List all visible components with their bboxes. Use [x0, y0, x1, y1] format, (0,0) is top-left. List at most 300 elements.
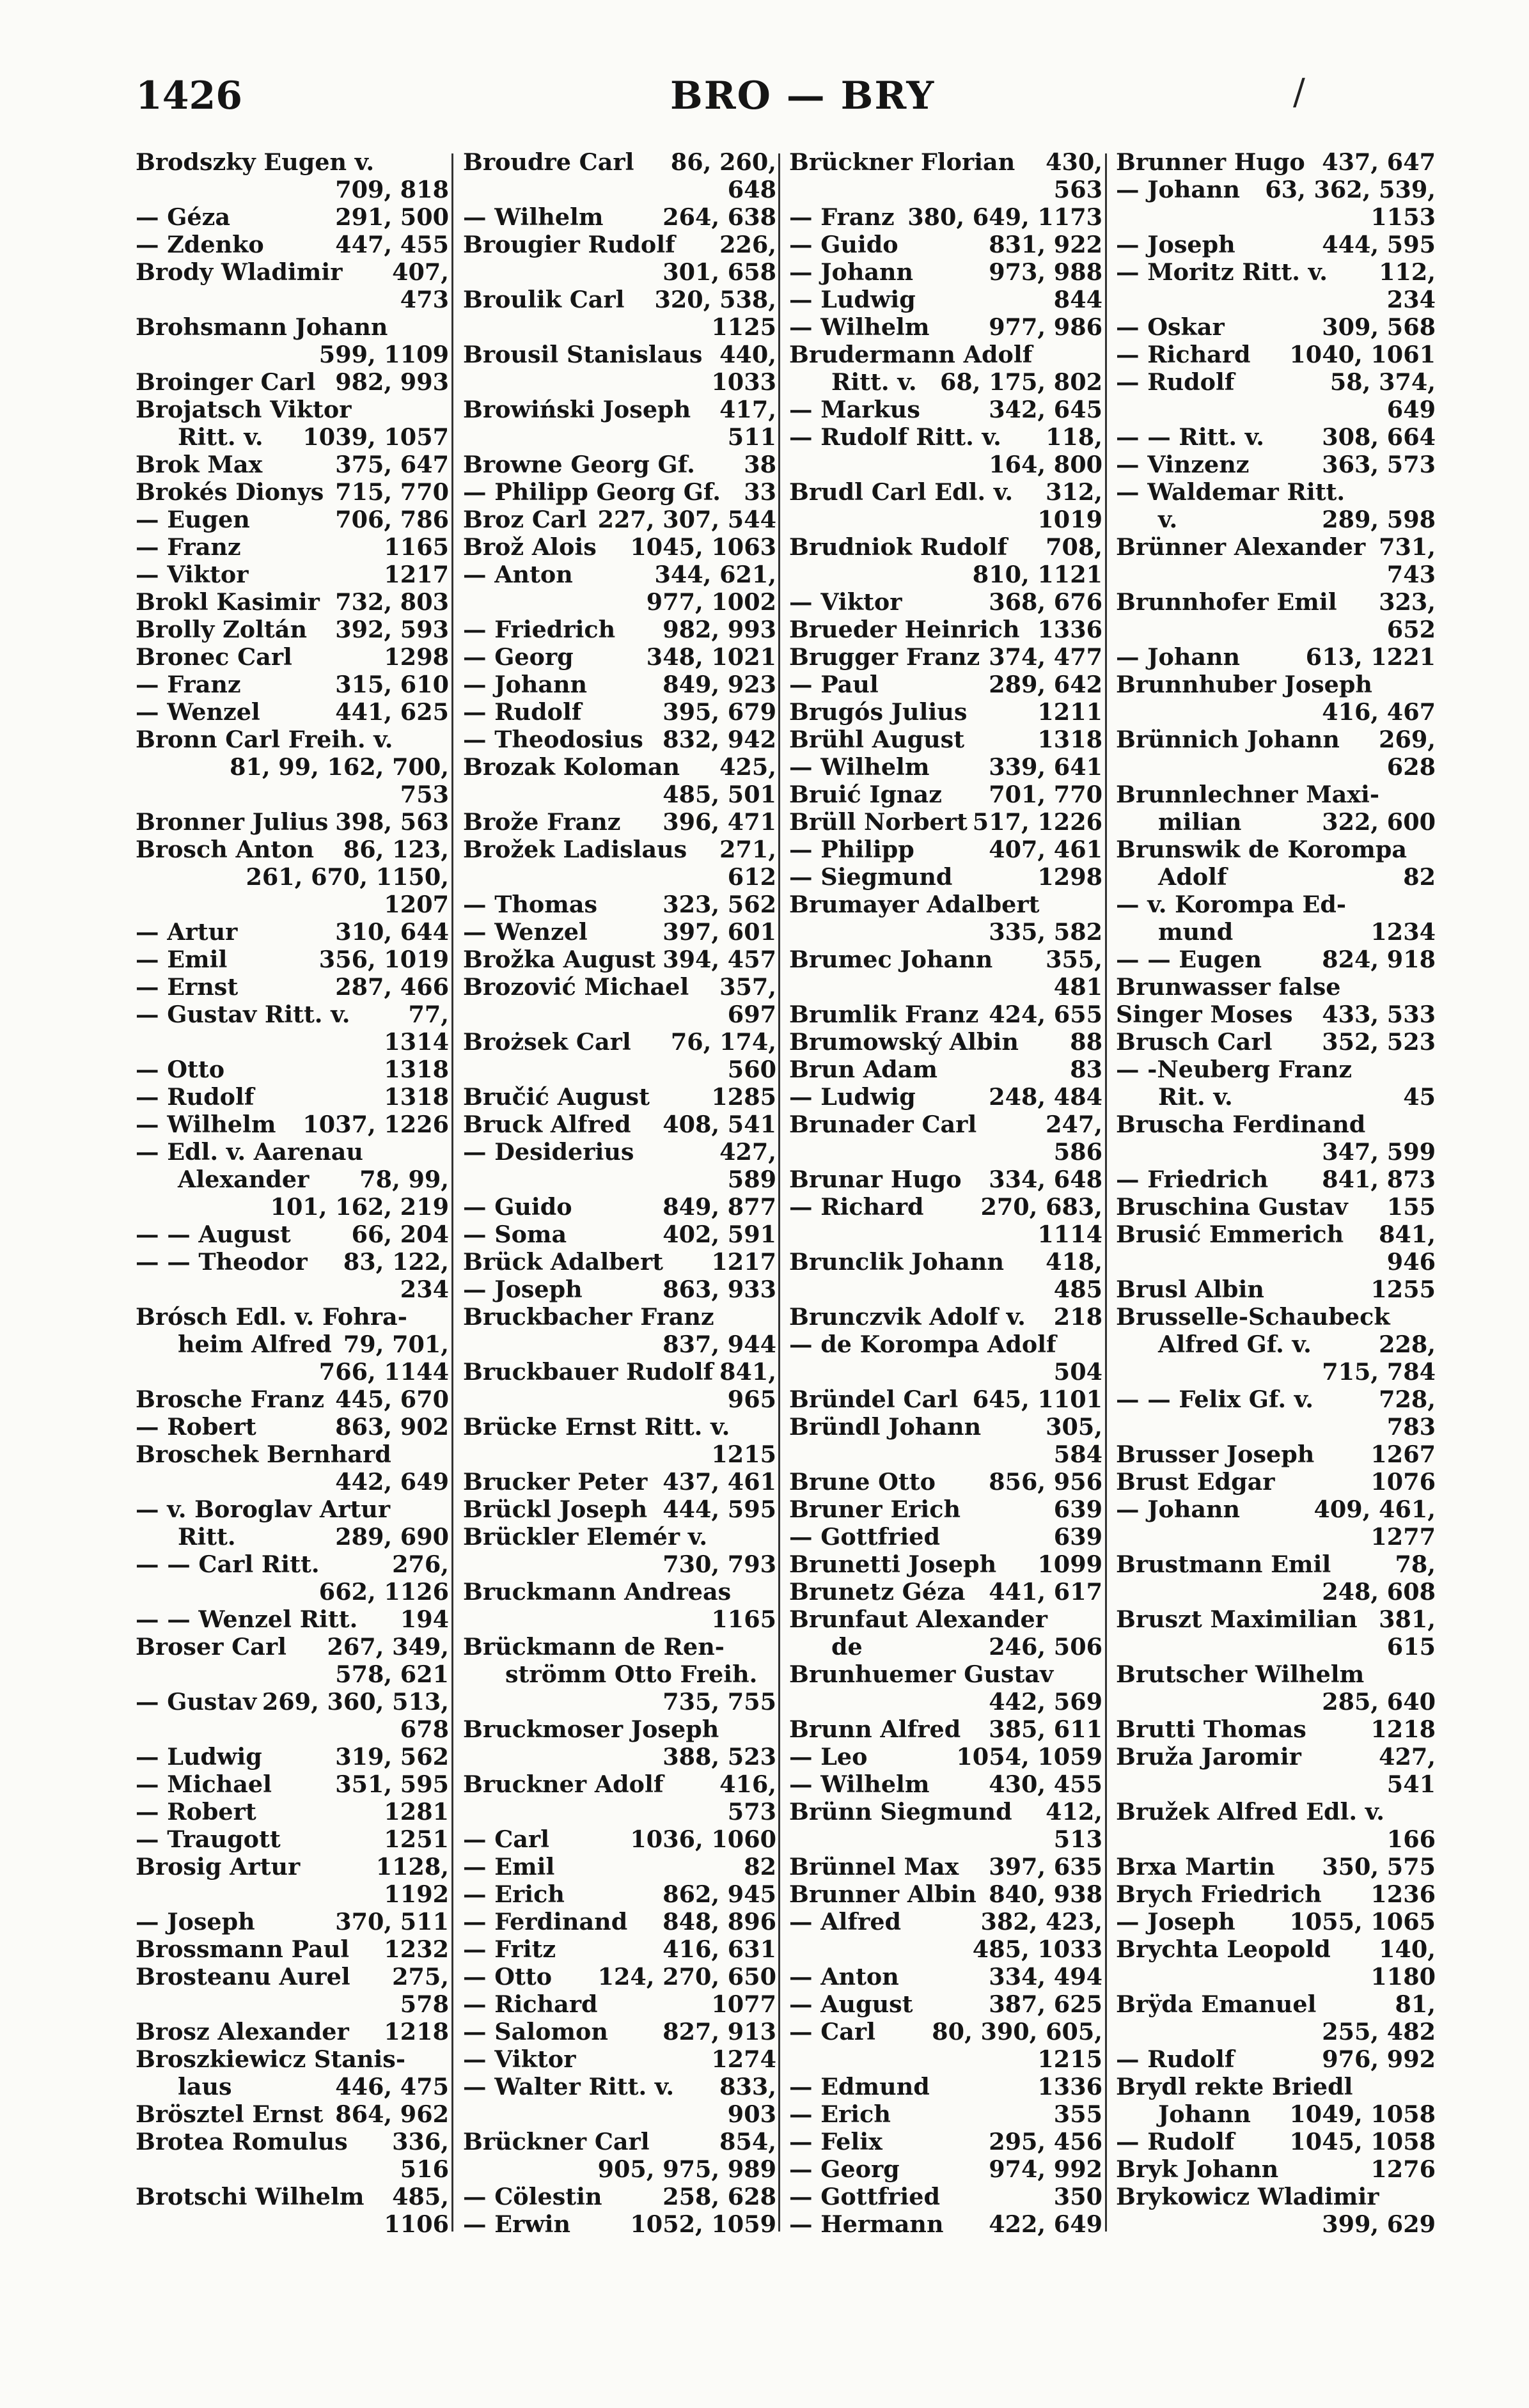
entry-line: [136, 753, 449, 781]
entry-text: mund: [1158, 918, 1234, 946]
index-entry: [463, 231, 776, 286]
index-entry: [136, 1001, 449, 1056]
index-entry: [789, 231, 1102, 258]
index-entry: [463, 2045, 776, 2073]
entry-line: [136, 1111, 449, 1138]
entry-line: [1116, 506, 1436, 533]
entry-pages: 347, 599: [1322, 1138, 1436, 1166]
entry-line: [789, 1990, 1102, 2018]
index-entry: [136, 2100, 449, 2128]
index-entry: [1116, 1798, 1436, 1853]
entry-text: — Friedrich: [463, 616, 616, 643]
entry-pages: 639: [1053, 1523, 1102, 1551]
entry-line: [1116, 2183, 1436, 2210]
entry-text: Brodszky Eugen v.: [136, 148, 375, 176]
entry-pages: 164, 800: [989, 451, 1102, 478]
index-entry: [789, 148, 1102, 203]
entry-text: — Otto: [463, 1963, 553, 1990]
entry-line: [136, 588, 449, 616]
entry-line: [1116, 148, 1436, 176]
entry-pages: 395, 679: [663, 698, 776, 726]
entry-line: [1116, 451, 1436, 478]
entry-pages: 1318: [384, 1056, 449, 1083]
entry-line: [136, 1853, 449, 1880]
entry-line: [789, 946, 1102, 973]
entry-text: Bruckner Adolf: [463, 1771, 664, 1798]
index-entry: [136, 1496, 449, 1551]
entry-pages: 1052, 1059: [630, 2210, 776, 2238]
entry-line: [463, 478, 776, 506]
index-entry: [463, 1935, 776, 1963]
entry-pages: 269,: [1379, 726, 1436, 753]
entry-text: — Rudolf Ritt. v.: [789, 423, 1001, 451]
index-entry: [136, 616, 449, 643]
entry-line: [463, 918, 776, 946]
index-entry: [136, 506, 449, 533]
entry-line: [789, 1661, 1102, 1688]
entry-text: Brósch Edl. v. Fohra-: [136, 1303, 407, 1331]
entry-line: [463, 451, 776, 478]
entry-line: [1116, 1935, 1436, 1963]
entry-pages: 1045, 1058: [1289, 2128, 1436, 2155]
entry-pages: 613, 1221: [1305, 643, 1436, 671]
entry-line: [136, 1001, 449, 1028]
entry-line: [463, 616, 776, 643]
entry-pages: 841,: [1379, 1221, 1436, 1248]
entry-text: — Ernst: [136, 973, 239, 1001]
entry-line: [789, 1166, 1102, 1193]
entry-pages: 323, 562: [663, 891, 776, 918]
index-entry: [789, 1248, 1102, 1303]
index-entry: [1116, 1908, 1436, 1935]
entry-pages: 708,: [1046, 533, 1102, 561]
entry-line: [463, 836, 776, 863]
entry-line: [789, 1193, 1102, 1221]
entry-pages: 833,: [719, 2073, 776, 2100]
entry-pages: 1039, 1057: [302, 423, 449, 451]
entry-text: Brünnich Johann: [1116, 726, 1340, 753]
index-entry: [1116, 2183, 1436, 2238]
entry-line: [136, 2183, 449, 2210]
entry-line: [463, 2210, 776, 2238]
entry-text: — v. Boroglav Artur: [136, 1496, 391, 1523]
entry-line: [136, 726, 449, 753]
entry-line: [789, 1468, 1102, 1496]
index-entry: [463, 2210, 776, 2238]
entry-pages: 374, 477: [989, 643, 1102, 671]
index-entry: [789, 2018, 1102, 2073]
entry-line: [789, 2045, 1102, 2073]
index-entry: [136, 1963, 449, 2018]
entry-line: [1116, 1661, 1436, 1688]
entry-text: Brunader Carl: [789, 1111, 977, 1138]
entry-line: [1116, 1441, 1436, 1468]
entry-pages: 445, 670: [335, 1386, 449, 1413]
entry-text: de: [831, 1633, 863, 1661]
entry-text: strömm Otto Freih.: [505, 1661, 758, 1688]
entry-line: [136, 698, 449, 726]
entry-pages: 289, 690: [335, 1523, 449, 1551]
entry-pages: 45: [1403, 1083, 1436, 1111]
entry-line: [789, 1413, 1102, 1441]
entry-line: [136, 148, 449, 176]
entry-text: Brożsek Carl: [463, 1028, 631, 1056]
entry-pages: 586: [1053, 1138, 1102, 1166]
entry-text: — Georg: [789, 2155, 900, 2183]
index-entry: [136, 836, 449, 918]
index-entry: [136, 808, 449, 836]
entry-text: Broschek Bernhard: [136, 1441, 391, 1468]
entry-line: [463, 726, 776, 753]
entry-pages: 348, 1021: [646, 643, 776, 671]
entry-text: Brosteanu Aurel: [136, 1963, 350, 1990]
index-entry: [463, 1248, 776, 1276]
entry-line: [136, 1028, 449, 1056]
index-entry: [789, 313, 1102, 341]
entry-line: [136, 1880, 449, 1908]
entry-pages: 315, 610: [335, 671, 449, 698]
entry-line: [789, 918, 1102, 946]
entry-pages: 1211: [1037, 698, 1102, 726]
index-entry: [463, 1908, 776, 1935]
entry-text: Brüll Norbert: [789, 808, 968, 836]
index-entry: [1116, 891, 1436, 946]
entry-text: Bručić August: [463, 1083, 650, 1111]
entry-text: Broudre Carl: [463, 148, 634, 176]
entry-pages: 1207: [384, 891, 449, 918]
entry-pages: 1055, 1065: [1289, 1908, 1436, 1935]
entry-pages: 399, 629: [1322, 2210, 1436, 2238]
index-entry: [136, 588, 449, 616]
entry-pages: 336,: [392, 2128, 449, 2155]
index-entry: [463, 1633, 776, 1716]
entry-text: — Wilhelm: [789, 753, 930, 781]
entry-pages: 573: [727, 1798, 776, 1826]
entry-line: [789, 1826, 1102, 1853]
entry-text: Ritt. v.: [178, 423, 263, 451]
entry-line: [136, 396, 449, 423]
entry-text: Brydl rekte Briedl: [1116, 2073, 1353, 2100]
entry-pages: 234: [400, 1276, 449, 1303]
entry-line: [1116, 2155, 1436, 2183]
entry-pages: 322, 600: [1322, 808, 1436, 836]
index-entry: [1116, 478, 1436, 533]
entry-pages: 1165: [384, 533, 449, 561]
entry-text: Bryk Johann: [1116, 2155, 1279, 2183]
entry-text: Brudniok Rudolf: [789, 533, 1008, 561]
entry-text: Bründel Carl: [789, 1386, 959, 1413]
entry-pages: 649: [1386, 396, 1436, 423]
entry-line: [136, 1303, 449, 1331]
entry-line: [1116, 1001, 1436, 1028]
entry-text: Broulik Carl: [463, 286, 625, 313]
entry-pages: 706, 786: [335, 506, 449, 533]
index-entry: [789, 1880, 1102, 1908]
entry-line: [136, 176, 449, 203]
entry-pages: 166: [1386, 1826, 1436, 1853]
entry-pages: 427,: [719, 1138, 776, 1166]
index-entry: [136, 258, 449, 313]
entry-text: Brumlik Franz: [789, 1001, 979, 1028]
entry-pages: 417,: [719, 396, 776, 423]
entry-text: — Géza: [136, 203, 230, 231]
entry-line: [136, 1221, 449, 1248]
entry-line: [1116, 1743, 1436, 1771]
index-entry: [463, 148, 776, 203]
index-entry: [136, 1221, 449, 1248]
entry-text: — — Theodor: [136, 1248, 308, 1276]
entry-text: — Franz: [789, 203, 895, 231]
entry-text: — Ferdinand: [463, 1908, 628, 1935]
entry-line: [1116, 671, 1436, 698]
entry-line: [463, 643, 776, 671]
entry-line: [789, 1221, 1102, 1248]
entry-line: [136, 1551, 449, 1578]
entry-pages: 441, 625: [335, 698, 449, 726]
entry-text: Brucker Peter: [463, 1468, 648, 1496]
index-entry: [136, 2018, 449, 2045]
entry-pages: 227, 307, 544: [597, 506, 776, 533]
entry-line: [1116, 286, 1436, 313]
entry-line: [463, 176, 776, 203]
entry-pages: 425,: [719, 753, 776, 781]
index-entry: [789, 891, 1102, 946]
entry-line: [789, 396, 1102, 423]
entry-line: [1116, 533, 1436, 561]
entry-pages: 261, 670, 1150,: [246, 863, 449, 891]
column-3: [789, 148, 1102, 2238]
entry-text: — Rudolf: [1116, 2128, 1235, 2155]
entry-text: Bružek Alfred Edl. v.: [1116, 1798, 1384, 1826]
entry-line: [463, 1138, 776, 1166]
entry-text: Bruckmoser Joseph: [463, 1716, 719, 1743]
entry-pages: 1192: [384, 1880, 449, 1908]
index-entry: [463, 396, 776, 451]
entry-pages: 267, 349,: [327, 1633, 449, 1661]
entry-line: [136, 643, 449, 671]
index-entry: [463, 506, 776, 533]
entry-text: — — Felix Gf. v.: [1116, 1386, 1313, 1413]
entry-pages: 344, 621,: [654, 561, 776, 588]
entry-line: [136, 1386, 449, 1413]
entry-line: [463, 1303, 776, 1331]
entry-pages: 334, 494: [989, 1963, 1102, 1990]
entry-pages: 973, 988: [989, 258, 1102, 286]
index-entry: [136, 1248, 449, 1303]
entry-pages: 33: [744, 478, 776, 506]
entry-line: [789, 643, 1102, 671]
entry-text: Broz Carl: [463, 506, 587, 533]
entry-line: [463, 973, 776, 1001]
index-entry: [789, 286, 1102, 313]
entry-line: [136, 533, 449, 561]
entry-line: [136, 1606, 449, 1633]
index-entry: [1116, 836, 1436, 891]
entry-line: [1116, 891, 1436, 918]
entry-line: [463, 1743, 776, 1771]
entry-text: — Walter Ritt. v.: [463, 2073, 675, 2100]
index-entry: [789, 396, 1102, 423]
entry-pages: 430,: [1046, 148, 1102, 176]
entry-text: — Rudolf: [463, 698, 582, 726]
entry-pages: 86, 260,: [670, 148, 776, 176]
entry-text: Rit. v.: [1158, 1083, 1233, 1111]
entry-text: Brünn Siegmund: [789, 1798, 1012, 1826]
index-entry: [789, 753, 1102, 781]
entry-line: [789, 1056, 1102, 1083]
entry-pages: 903: [727, 2100, 776, 2128]
entry-text: Brunnhofer Emil: [1116, 588, 1337, 616]
index-entry: [1116, 368, 1436, 423]
entry-line: [463, 808, 776, 836]
index-entry: [136, 561, 449, 588]
entry-text: Ritt.: [178, 1523, 236, 1551]
entry-text: — Richard: [463, 1990, 598, 2018]
entry-line: [136, 946, 449, 973]
entry-text: Brok Max: [136, 451, 263, 478]
entry-line: [136, 478, 449, 506]
entry-pages: 247,: [1046, 1111, 1102, 1138]
entry-text: — August: [789, 1990, 913, 2018]
entry-pages: 356, 1019: [318, 946, 449, 973]
index-entry: [463, 1880, 776, 1908]
entry-line: [136, 258, 449, 286]
entry-pages: 1285: [711, 1083, 776, 1111]
entry-line: [463, 231, 776, 258]
index-entry: [463, 561, 776, 616]
entry-line: [463, 1358, 776, 1386]
entry-text: — Carl: [789, 2018, 876, 2045]
entry-line: [136, 671, 449, 698]
entry-line: [789, 1358, 1102, 1386]
entry-line: [789, 1028, 1102, 1056]
index-entry: [789, 1413, 1102, 1468]
entry-text: — de Korompa Adolf: [789, 1331, 1056, 1358]
entry-pages: 977, 986: [989, 313, 1102, 341]
entry-line: [463, 148, 776, 176]
index-entry: [1116, 341, 1436, 368]
index-entry: [463, 671, 776, 698]
entry-pages: 194: [400, 1606, 449, 1633]
index-entry: [1116, 313, 1436, 341]
entry-text: — Joseph: [1116, 1908, 1235, 1935]
entry-text: Bruckbauer Rudolf: [463, 1358, 714, 1386]
entry-line: [789, 231, 1102, 258]
index-entry: [1116, 2045, 1436, 2073]
entry-pages: 264, 638: [663, 203, 776, 231]
index-entry: [789, 1166, 1102, 1193]
entry-text: Brunczvik Adolf v.: [789, 1303, 1026, 1331]
entry-pages: 612: [727, 863, 776, 891]
entry-line: [136, 561, 449, 588]
entry-pages: 516: [400, 2155, 449, 2183]
entry-pages: 1298: [384, 643, 449, 671]
entry-text: Adolf: [1158, 863, 1227, 891]
entry-line: [136, 1138, 449, 1166]
entry-pages: 416, 631: [663, 1935, 776, 1963]
entry-line: [463, 781, 776, 808]
entry-line: [789, 2183, 1102, 2210]
entry-pages: 701, 770: [989, 781, 1102, 808]
entry-pages: 82: [1403, 863, 1436, 891]
entry-pages: 1274: [711, 2045, 776, 2073]
index-entry: [1116, 1880, 1436, 1908]
entry-pages: 1040, 1061: [1289, 341, 1436, 368]
index-entry: [136, 1138, 449, 1221]
index-entry: [789, 808, 1102, 836]
entry-text: laus: [178, 2073, 232, 2100]
index-entry: [1116, 1661, 1436, 1716]
entry-line: [789, 1386, 1102, 1413]
entry-pages: 271,: [719, 836, 776, 863]
entry-text: Broinger Carl: [136, 368, 316, 396]
index-entry: [136, 2183, 449, 2238]
entry-line: [1116, 1578, 1436, 1606]
index-entry: [136, 451, 449, 478]
entry-pages: 83: [1070, 1056, 1102, 1083]
entry-pages: 1180: [1370, 1963, 1436, 1990]
entry-line: [1116, 1633, 1436, 1661]
entry-line: [1116, 561, 1436, 588]
entry-pages: 1234: [1370, 918, 1436, 946]
index-entry: [789, 1798, 1102, 1853]
margin-mark: /: [1293, 72, 1305, 113]
entry-line: [463, 1111, 776, 1138]
entry-pages: 662, 1126: [318, 1578, 449, 1606]
entry-text: — Leo: [789, 1743, 868, 1771]
entry-pages: 728,: [1379, 1386, 1436, 1413]
entry-line: [1116, 973, 1436, 1001]
entry-line: [136, 1468, 449, 1496]
entry-line: [136, 781, 449, 808]
index-entry: [463, 2073, 776, 2128]
entry-line: [463, 1551, 776, 1578]
entry-line: [1116, 1111, 1436, 1138]
index-entry: [463, 1221, 776, 1248]
entry-line: [789, 1688, 1102, 1716]
index-entry: [789, 671, 1102, 698]
index-entry: [789, 1193, 1102, 1248]
entry-pages: 837, 944: [663, 1331, 776, 1358]
entry-line: [1116, 726, 1436, 753]
index-entry: [136, 2128, 449, 2183]
column-2: [463, 148, 776, 2238]
entry-text: — Theodosius: [463, 726, 643, 753]
entry-text: Browiński Joseph: [463, 396, 691, 423]
entry-line: [136, 1771, 449, 1798]
entry-pages: 1217: [711, 1248, 776, 1276]
entry-pages: 1125: [711, 313, 776, 341]
entry-pages: 397, 635: [989, 1853, 1102, 1880]
entry-text: — Gustav Ritt. v.: [136, 1001, 350, 1028]
index-entry: [1116, 1468, 1436, 1496]
entry-line: [789, 1331, 1102, 1358]
entry-line: [1116, 1880, 1436, 1908]
index-entry: [136, 1826, 449, 1853]
entry-pages: 578: [400, 1990, 449, 2018]
entry-text: — — Ritt. v.: [1116, 423, 1264, 451]
entry-line: [1116, 1551, 1436, 1578]
index-entry: [1116, 231, 1436, 258]
entry-line: [463, 1221, 776, 1248]
entry-line: [789, 2155, 1102, 2183]
entry-line: [1116, 1908, 1436, 1935]
entry-pages: 678: [400, 1716, 449, 1743]
index-entry: [136, 698, 449, 726]
index-entry: [1116, 671, 1436, 726]
entry-pages: 974, 992: [989, 2155, 1102, 2183]
entry-text: — Franz: [136, 671, 241, 698]
